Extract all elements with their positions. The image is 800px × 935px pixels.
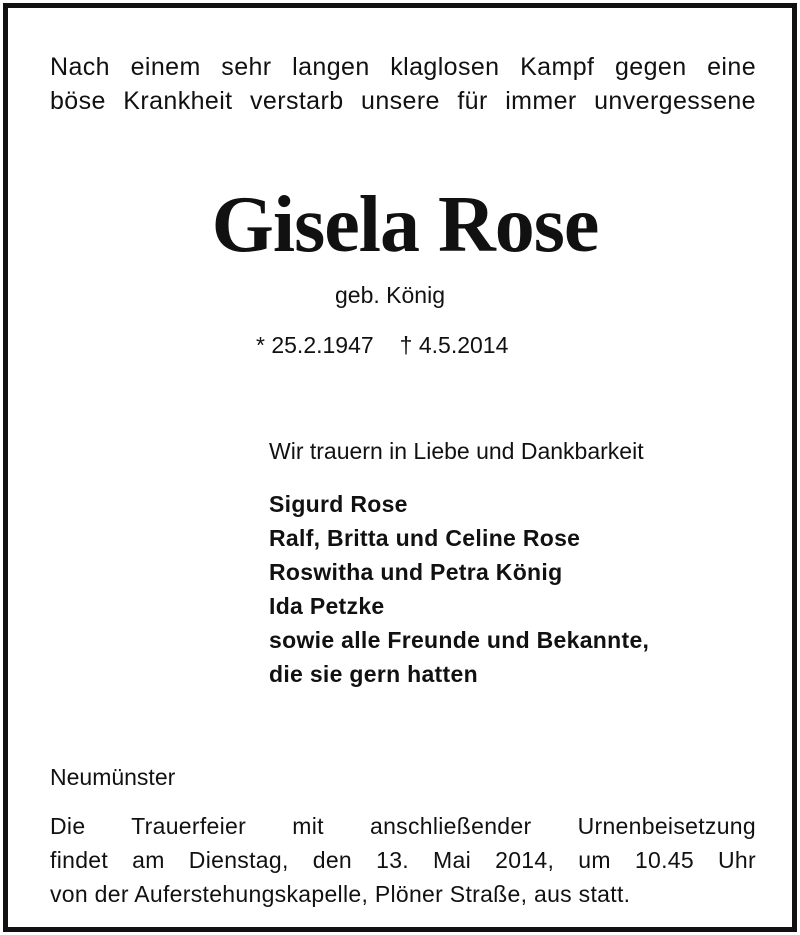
mourner-item: sowie alle Freunde und Bekannte, (269, 627, 650, 653)
service-details (50, 809, 756, 911)
mourner-item: Ralf, Britta und Celine Rose (269, 525, 581, 551)
mourners-list (269, 487, 649, 691)
life-dates (256, 330, 508, 360)
intro-line: böse Krankheit verstarb unsere für immer unvergessene (50, 87, 756, 115)
obituary-notice (3, 3, 797, 932)
service-line: Die Trauerfeier mit anschließender Urnenbeisetzung (50, 813, 756, 839)
place-name: Neumünster (50, 764, 176, 790)
mourning-line: Wir trauern in Liebe und Dankbarkeit (269, 438, 644, 464)
mourner-item: Roswitha und Petra König (269, 559, 563, 585)
birth-date: * 25.2.1947 (256, 332, 374, 358)
death-date: † 4.5.2014 (399, 332, 509, 358)
intro-text (50, 50, 756, 118)
mourner-item: die sie gern hatten (269, 661, 478, 687)
maiden-name: geb. König (335, 282, 445, 308)
intro-line: Nach einem sehr langen klaglosen Kampf gegen eine (50, 53, 756, 81)
service-line: von der Auferstehungskapelle, Plöner Straße, aus statt. (50, 881, 631, 907)
deceased-name: Gisela Rose (211, 181, 599, 269)
mourner-item: Sigurd Rose (269, 491, 408, 517)
service-line: findet am Dienstag, den 13. Mai 2014, um 10.45 Uhr (50, 847, 756, 873)
mourner-item: Ida Petzke (269, 593, 385, 619)
